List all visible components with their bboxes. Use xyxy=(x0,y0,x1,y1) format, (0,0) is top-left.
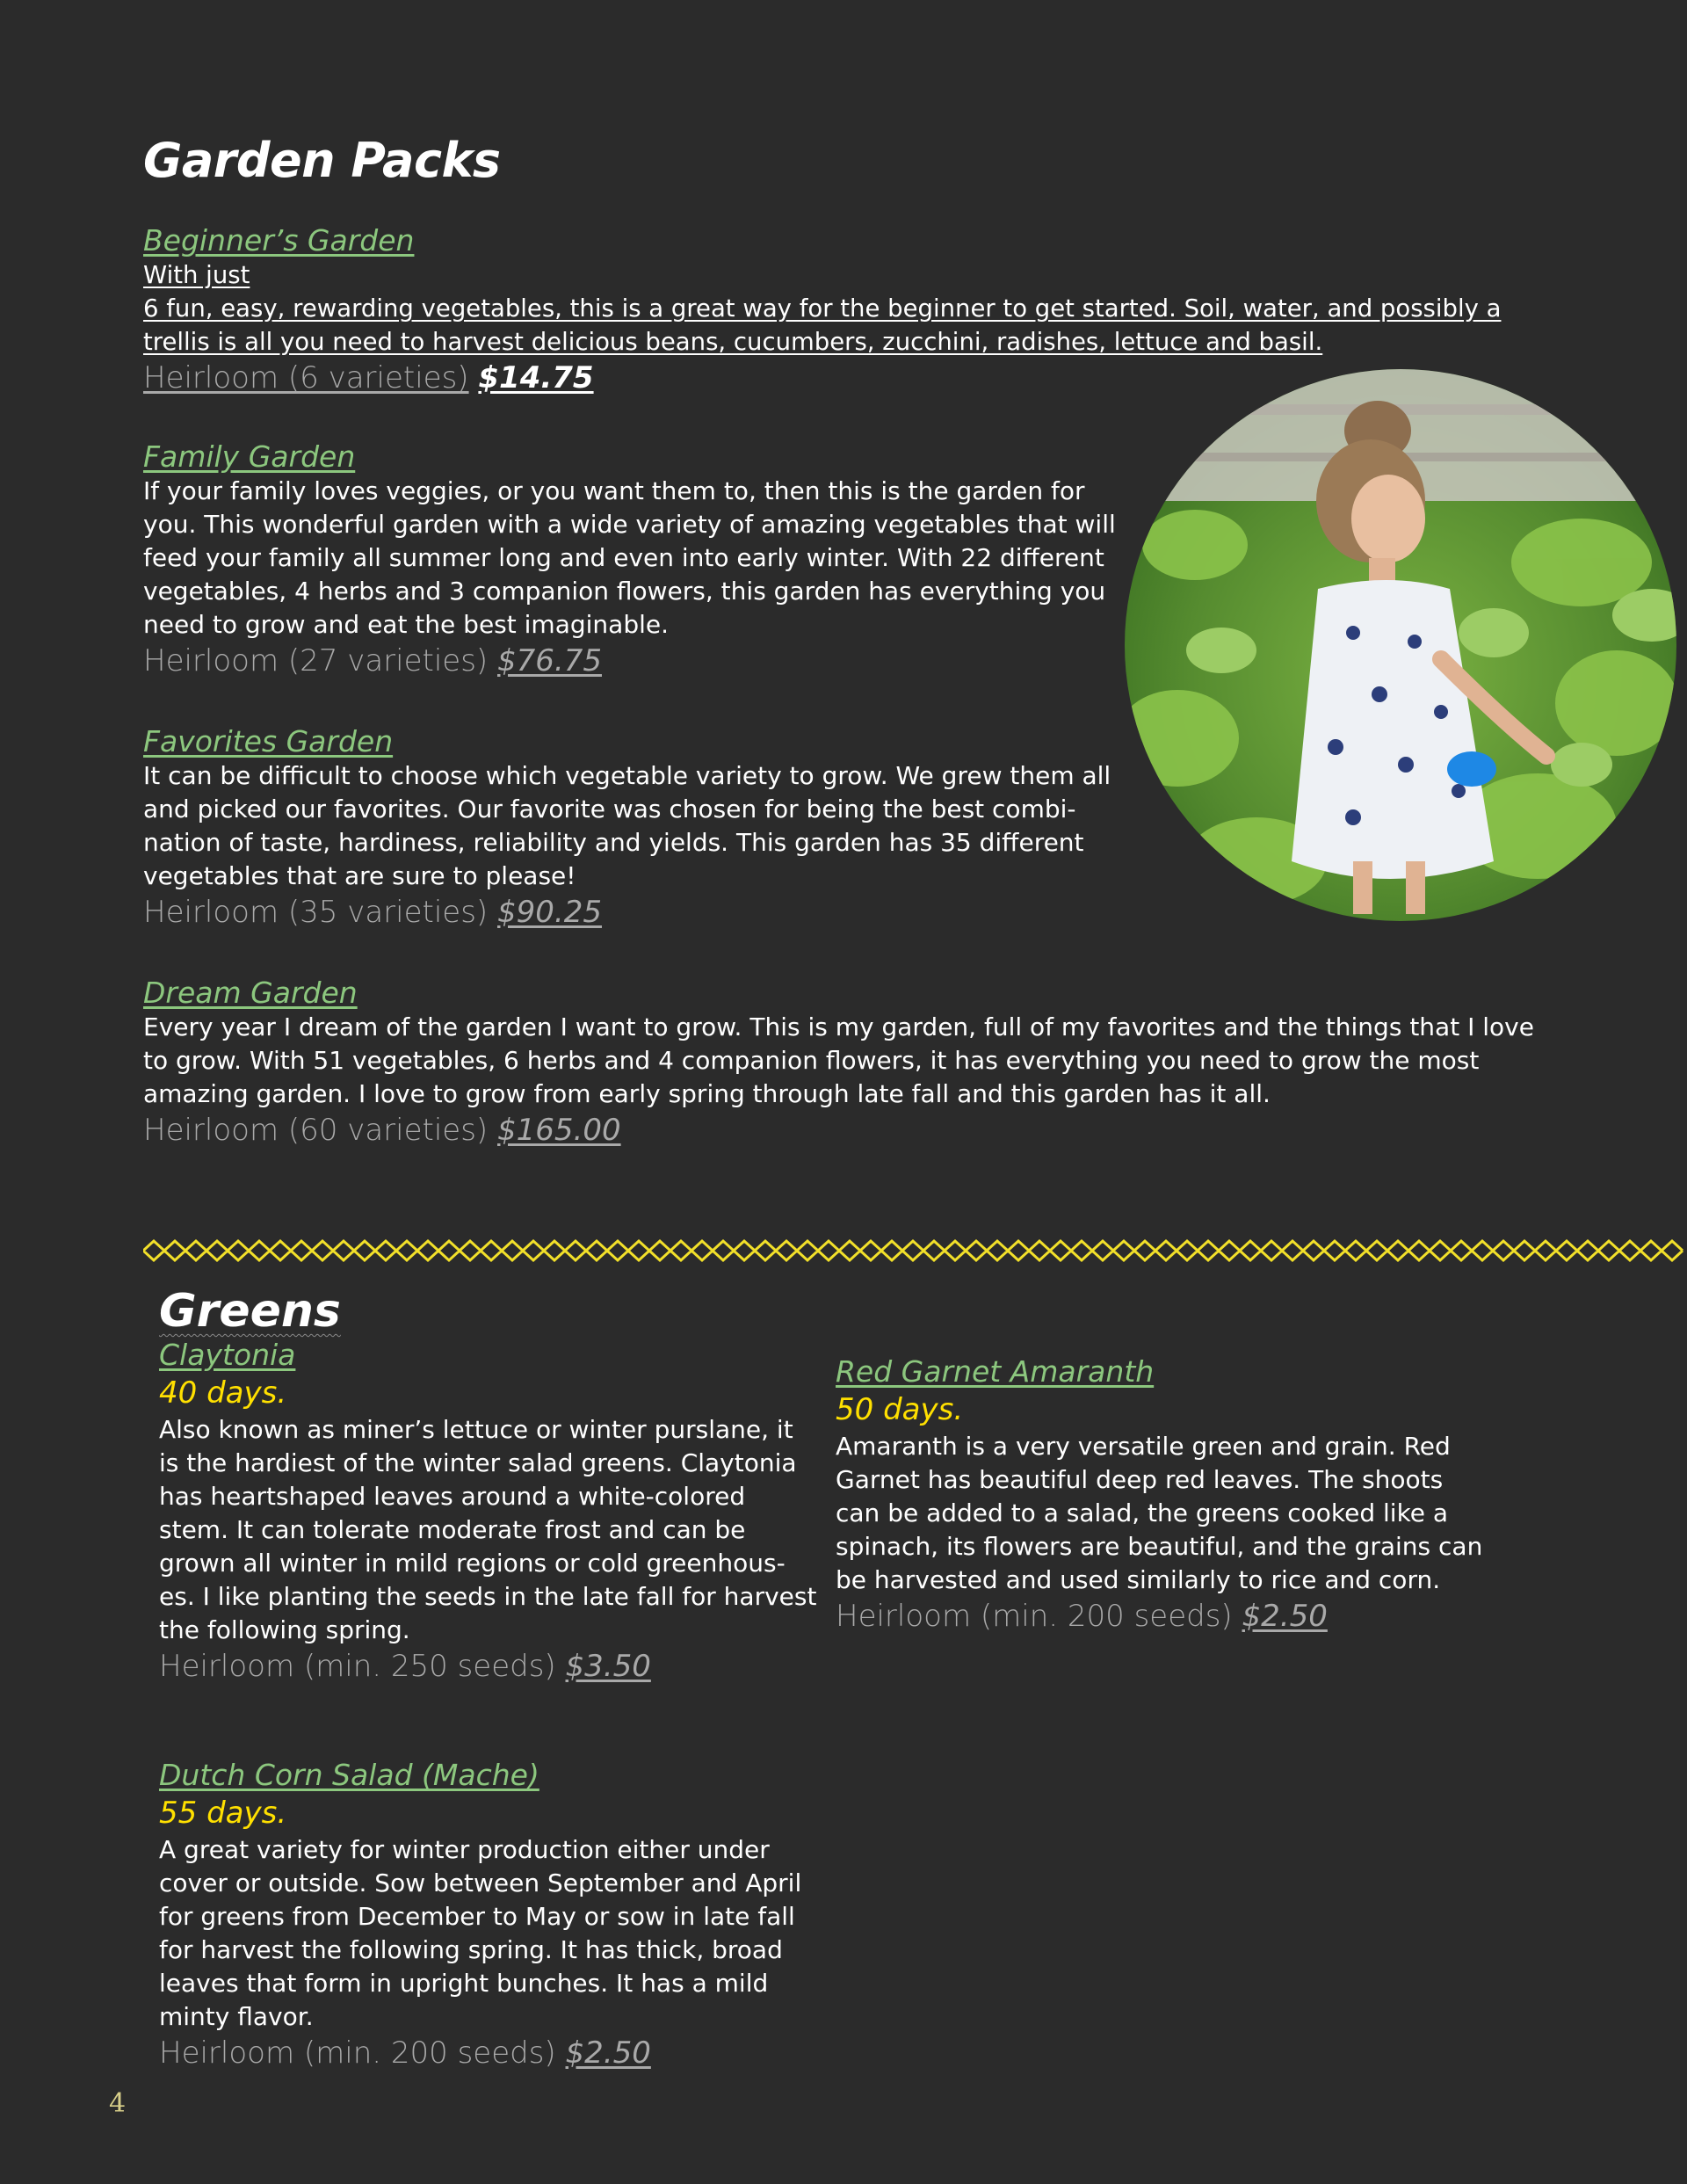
heirloom-label: Heirloom (min. 200 seeds) xyxy=(159,2035,556,2071)
zigzag-divider xyxy=(143,1234,1687,1267)
pack-description: It can be difficult to choose which vegetable variety to grow. We grew them all and picked our favorites. Our favorite was chosen for being the best combi-nation of taste, hardiness, reliability and yields. This garden has 35 different vegetables that are sure to please! xyxy=(143,761,1111,890)
pack-description: With just 6 fun, easy, rewarding vegetables, this is a great way for the beginner to get started. Soil, water, and possibly a trellis is all you need to harvest delicious beans, cucumbers, zucchini, radishes, lettuce and basil. xyxy=(143,261,1502,356)
price-link[interactable]: $14.75 xyxy=(478,360,594,395)
green-name-link[interactable]: Dutch Corn Salad (Mache) xyxy=(159,1758,539,1792)
green-description: Also known as miner’s lettuce or winter purslane, it is the hardiest of the winter salad greens. Claytonia has heartshaped leaves around a white-colored stem. It can tolerate moderate frost and can be grown all winter in mild regions or cold greenhous-es. I like planting the seeds in the late fall for harvest the following spring. xyxy=(159,1415,817,1644)
page-title: Garden Packs xyxy=(143,133,501,188)
page-number: 4 xyxy=(109,2088,127,2119)
days-to-maturity: 50 days. xyxy=(836,1392,964,1427)
green-price-line xyxy=(159,1647,818,1686)
pack-family xyxy=(143,439,1123,680)
garden-child-photo xyxy=(1125,369,1676,921)
price-link[interactable]: $90.25 xyxy=(497,895,602,930)
green-name-link[interactable]: Claytonia xyxy=(159,1338,296,1372)
green-description: Amaranth is a very versatile green and grain. Red Garnet has beautiful deep red leaves. The shoots can be added to a salad, the greens cooked like a spinach, its flowers are beautiful, and the grains can be harvested and used similarly to rice and corn. xyxy=(836,1432,1483,1594)
pack-beginners xyxy=(143,223,1549,397)
pack-description: Every year I dream of the garden I want to grow. This is my garden, full of my favorites and the things that I love to grow. With 51 vegetables, 6 herbs and 4 companion flowers, it has everything you need to grow the most amazing garden. I love to grow from early spring through late fall and this garden has it all. xyxy=(143,1012,1534,1108)
price-link[interactable]: $3.50 xyxy=(565,1649,651,1684)
days-to-maturity: 40 days. xyxy=(159,1375,287,1411)
pack-favorites xyxy=(143,724,1123,932)
heirloom-label: Heirloom (27 varieties) xyxy=(143,643,489,678)
green-price-line xyxy=(159,2034,827,2072)
price-link[interactable]: $2.50 xyxy=(565,2035,651,2071)
heirloom-label: Heirloom (min. 250 seeds) xyxy=(159,1649,556,1684)
green-name-link[interactable]: Red Garnet Amaranth xyxy=(836,1354,1155,1389)
green-red-garnet-amaranth xyxy=(836,1354,1486,1636)
pack-name-link[interactable]: Dream Garden xyxy=(143,976,358,1010)
price-link[interactable]: $165.00 xyxy=(497,1113,621,1148)
pack-name-link[interactable]: Beginner’s Garden xyxy=(143,223,415,258)
green-description: A great variety for winter production either under cover or outside. Sow between September and April for greens from December to May or sow in late fall for harvest the following spring. It has thick, broad leaves that form in upright bunches. It has a mild minty flavor. xyxy=(159,1835,802,2031)
days-to-maturity: 55 days. xyxy=(159,1796,287,1831)
heirloom-label: Heirloom (35 varieties) xyxy=(143,895,489,930)
price-link[interactable]: $76.75 xyxy=(497,643,602,678)
section-title: Greens xyxy=(159,1285,341,1338)
heirloom-label: Heirloom (60 varieties) xyxy=(143,1113,489,1148)
heirloom-label: Heirloom (min. 200 seeds) xyxy=(836,1599,1233,1634)
pack-description: If your family loves veggies, or you want them to, then this is the garden for you. This wonderful garden with a wide variety of amazing vegetables that will feed your family all summer long and even into early winter. With 22 different vegetables, 4 herbs and 3 companion flowers, this garden has everything you need to grow and eat the best imaginable. xyxy=(143,476,1116,639)
pack-price-line xyxy=(143,893,1123,932)
green-price-line xyxy=(836,1597,1486,1636)
pack-dream xyxy=(143,976,1549,1150)
green-claytonia xyxy=(159,1338,818,1686)
pack-price-line xyxy=(143,1111,1549,1150)
garden-photo-illustration xyxy=(1125,369,1676,921)
pack-name-link[interactable]: Favorites Garden xyxy=(143,724,394,758)
pack-price-line xyxy=(143,642,1123,680)
price-link[interactable]: $2.50 xyxy=(1242,1599,1328,1634)
green-dutch-corn-salad xyxy=(159,1758,827,2072)
heirloom-label: Heirloom (6 varieties) xyxy=(143,360,469,395)
pack-name-link[interactable]: Family Garden xyxy=(143,439,356,474)
